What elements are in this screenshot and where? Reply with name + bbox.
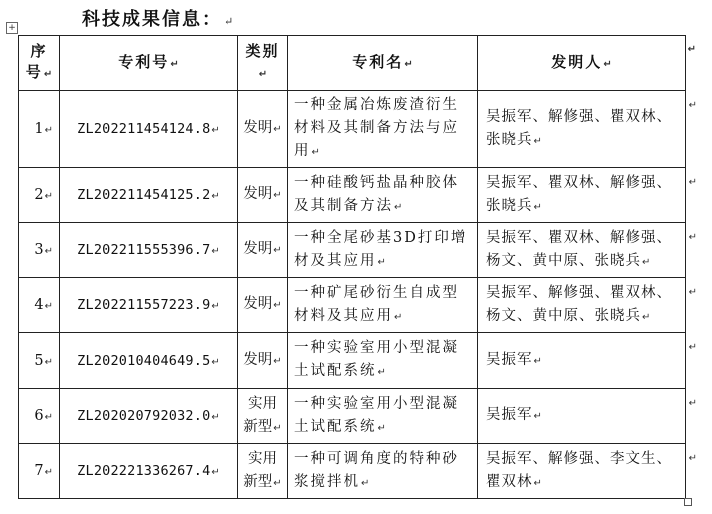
cell-mark: ↵ [273,190,282,201]
cell-mark: ↵ [273,422,282,434]
cell-mark: ↵ [273,355,282,367]
patent-name: 一种全尾砂基3D打印增材及其应用 [294,229,468,269]
row-num: 1 [34,121,44,137]
cell-type[interactable] [238,444,288,499]
cell-mark: ↵ [211,191,220,202]
header-num-label: 序号 [25,42,48,81]
cell-num[interactable] [19,168,60,223]
patent-type: 发明 [243,241,273,257]
cell-mark: ↵ [211,125,220,136]
table-row [19,333,686,389]
row-end-mark: ↵ [687,44,698,55]
cell-name[interactable] [288,444,478,499]
cell-num[interactable] [19,278,60,333]
patent-number: ZL202211557223.9 [77,297,211,313]
cell-mark: ↵ [211,301,220,312]
cell-mark: ↵ [603,58,612,70]
cell-mark: ↵ [211,356,220,368]
cell-mark: ↵ [44,191,53,202]
cell-mark: ↵ [377,367,386,378]
document-title-text: 科技成果信息： [82,9,222,30]
cell-mark: ↵ [44,125,53,136]
cell-mark: ↵ [533,411,542,422]
cell-mark: ↵ [394,201,403,213]
inventors: 吴振军、解修强、瞿双林、张晓兵 [486,108,672,148]
inventors: 吴振军、瞿双林、解修强、张晓兵 [486,174,672,214]
header-type[interactable] [238,36,288,91]
header-inventors[interactable] [478,36,698,91]
cell-mark: ↵ [258,69,268,80]
header-patent-no[interactable] [60,36,238,91]
row-num: 2 [34,187,44,203]
cell-mark: ↵ [377,256,386,268]
inventors: 吴振军 [486,351,533,368]
cell-num[interactable] [19,444,60,499]
cell-inventors[interactable] [478,444,698,499]
cell-num[interactable] [19,91,60,168]
paragraph-end-marker [684,498,692,506]
cell-patent-no[interactable] [60,389,238,444]
patent-number: ZL202211555396.7 [77,242,211,258]
patent-type: 发明 [243,351,273,368]
header-patent-no-label: 专利号 [118,52,170,71]
patent-type: 发明 [243,120,273,136]
inventors: 吴振军、解修强、瞿双林、杨文、黄中原、张晓兵 [486,284,672,324]
cell-mark: ↵ [642,256,651,268]
patent-name: 一种金属冶炼废渣衍生材料及其制备方法与应用 [294,97,459,159]
cell-name[interactable] [288,223,478,278]
cell-inventors[interactable] [478,91,698,168]
cell-patent-no[interactable] [60,278,238,333]
table-row [19,91,686,168]
cell-patent-no[interactable] [60,168,238,223]
patent-number: ZL202010404649.5 [77,352,211,369]
cell-patent-no[interactable] [60,91,238,168]
row-end-mark: ↵ [688,232,698,243]
cell-mark: ↵ [211,412,220,423]
header-name[interactable] [288,36,478,91]
cell-mark: ↵ [273,124,282,135]
cell-inventors[interactable] [478,333,698,389]
cell-name[interactable] [288,91,478,168]
patent-table [18,35,698,499]
cell-type[interactable] [238,389,288,444]
cell-type[interactable] [238,333,288,389]
cell-num[interactable] [19,333,60,389]
cell-mark: ↵ [394,311,403,323]
cell-mark: ↵ [642,311,651,323]
patent-type: 实用新型 [243,395,277,435]
cell-patent-no[interactable] [60,333,238,389]
patent-name: 一种硅酸钙盐晶种胶体及其制备方法 [294,174,459,214]
cell-mark: ↵ [273,300,282,311]
inventors: 吴振军 [486,407,533,423]
cell-mark: ↵ [211,246,220,257]
patent-name: 一种矿尾砂衍生自成型材料及其应用 [294,284,459,324]
patent-type: 发明 [243,186,273,202]
header-name-label: 专利名 [352,52,404,71]
cell-mark: ↵ [273,245,282,256]
cell-mark: ↵ [44,246,53,257]
cell-type[interactable] [238,168,288,223]
header-inventors-label: 发明人 [551,52,603,71]
table-header-row [19,36,686,91]
row-num: 5 [34,352,44,369]
patent-number: ZL202211454125.2 [77,187,211,203]
patent-number: ZL202221336267.4 [77,463,211,479]
row-end-mark: ↵ [688,100,698,111]
cell-inventors[interactable] [478,223,698,278]
document-title [82,6,233,34]
cell-patent-no[interactable] [60,223,238,278]
cell-mark: ↵ [533,201,542,213]
patent-number: ZL202211454124.8 [77,121,211,137]
cell-mark: ↵ [377,422,386,434]
cell-name[interactable] [288,389,478,444]
table-row [19,278,686,333]
cell-patent-no[interactable] [60,444,238,499]
row-end-mark: ↵ [688,342,698,353]
patent-type: 发明 [243,296,273,312]
cell-mark: ↵ [533,135,542,147]
cell-inventors[interactable] [478,278,698,333]
cell-mark: ↵ [273,477,282,489]
patent-name: 一种可调角度的特种砂浆搅拌机 [294,450,459,490]
cell-type[interactable] [238,91,288,168]
row-end-mark: ↵ [688,177,698,188]
cell-mark: ↵ [311,147,320,158]
row-num: 7 [34,463,44,479]
cell-inventors[interactable] [478,168,698,223]
cell-name[interactable] [288,333,478,389]
row-num: 3 [34,242,44,258]
cell-mark: ↵ [533,477,542,489]
table-move-handle-icon[interactable]: + [6,22,18,34]
cell-name[interactable] [288,168,478,223]
cell-mark: ↵ [44,301,53,312]
table-row [19,168,686,223]
paragraph-mark: ↵ [224,15,234,28]
inventors: 吴振军、解修强、李文生、瞿双林 [486,450,672,490]
patent-number: ZL202020792032.0 [77,408,211,424]
cell-num[interactable] [19,389,60,444]
table-row [19,223,686,278]
row-num: 6 [34,408,44,424]
patent-name: 一种实验室用小型混凝土试配系统 [294,340,459,379]
cell-type[interactable] [238,223,288,278]
table-row [19,389,686,444]
cell-mark: ↵ [44,356,53,368]
inventors: 吴振军、瞿双林、解修强、杨文、黄中原、张晓兵 [486,229,672,269]
cell-name[interactable] [288,278,478,333]
cell-inventors[interactable] [478,389,698,444]
cell-mark: ↵ [44,412,53,423]
row-num: 4 [34,297,44,313]
table-row [19,444,686,499]
cell-mark: ↵ [404,58,413,70]
cell-mark: ↵ [211,467,220,478]
cell-num[interactable] [19,223,60,278]
row-end-mark: ↵ [688,453,698,464]
cell-mark: ↵ [44,467,53,478]
cell-mark: ↵ [361,477,370,489]
patent-name: 一种实验室用小型混凝土试配系统 [294,395,459,435]
row-end-mark: ↵ [688,398,698,409]
cell-mark: ↵ [170,58,179,70]
cell-mark: ↵ [533,355,542,367]
cell-mark: ↵ [43,69,53,80]
header-num[interactable] [19,36,60,91]
row-end-mark: ↵ [688,287,698,298]
header-type-label: 类别 [245,42,280,60]
patent-type: 实用新型 [243,450,277,490]
cell-type[interactable] [238,278,288,333]
